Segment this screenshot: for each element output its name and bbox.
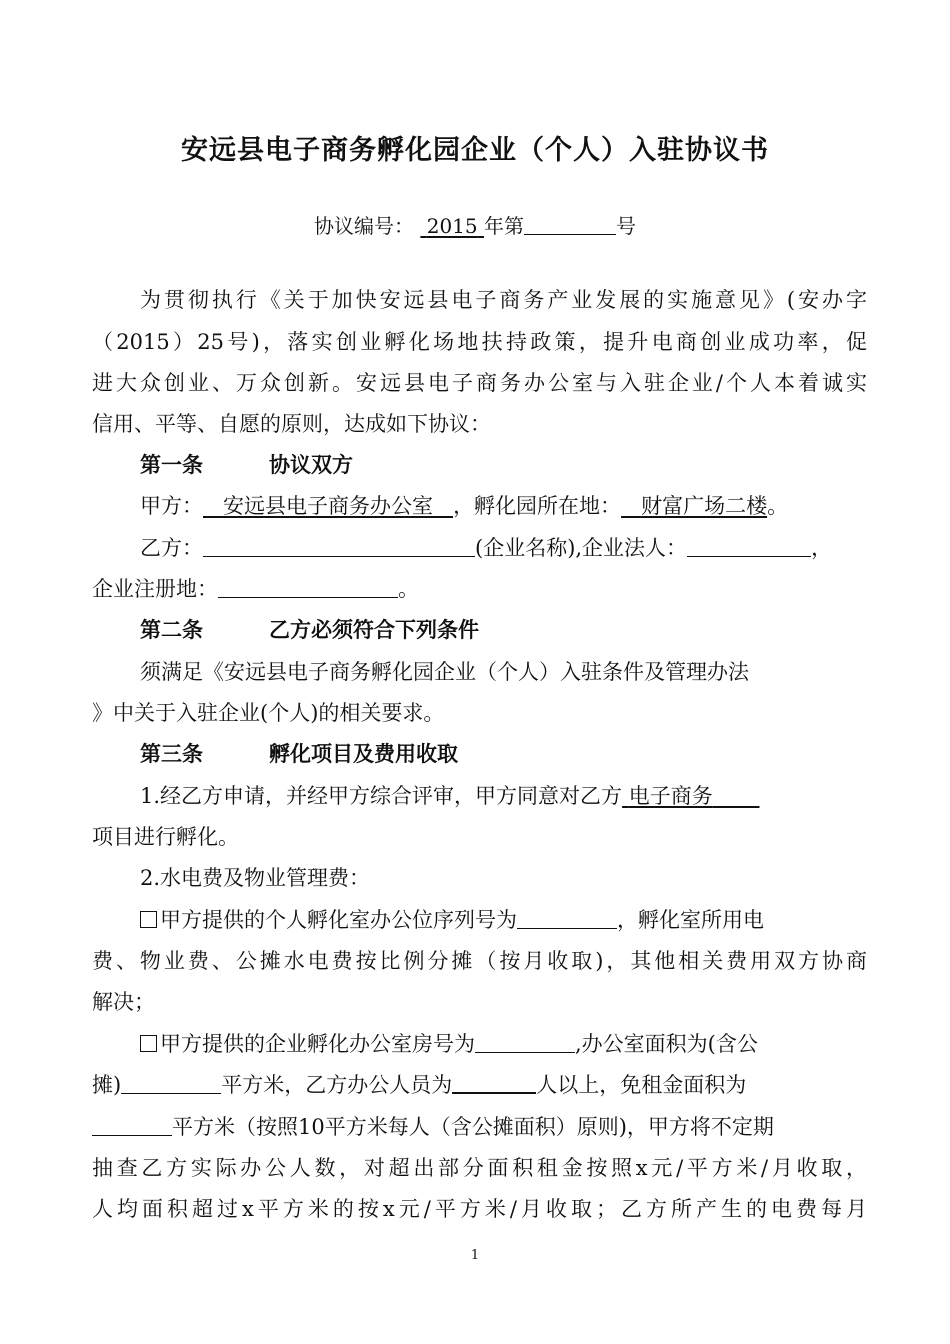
party-b-name-hint: (企业名称),企业法人： [475,536,688,560]
item-1-line [140,784,867,809]
project-value: 电子商务 [628,784,713,808]
registration-line: 企业注册地： 。 [92,577,419,601]
party-b-label: 乙方： [140,536,203,560]
location-label: ，孵化园所在地： [453,494,622,518]
party-a-line: 甲方： 安远县电子商务办公室 ，孵化园所在地： 财富广场二楼。 [140,494,789,518]
option-2-checkbox[interactable] [140,1035,157,1052]
location-value: 财富广场二楼 [641,494,768,518]
party-a-value: 安远县电子商务办公室 [223,494,434,518]
article-2-line-2: 》中关于入驻企业(个人)的相关要求。 [92,701,445,725]
option-1-checkbox[interactable] [140,911,157,928]
option-2-line-2: 摊) 平方米，乙方办公人员为 人以上，免租金面积为 [92,1073,747,1097]
free-area-blank [92,1117,172,1136]
intro-line-4: 信用、平等、自愿的原则，达成如下协议： [92,412,491,436]
page-number: 1 [470,1248,480,1263]
party-a-label: 甲方： [140,494,203,518]
article-3-number: 第三条 [140,742,203,766]
article-3-heading [140,742,867,767]
agreement-serial-blank [524,216,616,235]
article-1-title: 协议双方 [269,453,353,477]
article-3-title: 孵化项目及费用收取 [269,742,458,766]
article-1-heading [140,453,867,478]
party-b-line: 乙方： (企业名称),企业法人： ， [140,536,833,560]
article-1-number: 第一条 [140,453,203,477]
intro-line-3: 进大众创业、万众创新。安远县电子商务办公室与入驻企业/个人本着诚实 [92,371,867,395]
article-2-title: 乙方必须符合下列条件 [269,618,479,642]
option-1-line-2: 费、物业费、公摊水电费按比例分摊（按月收取)，其他相关费用双方协商 [92,949,867,973]
agreement-number-label: 协议编号： [314,214,414,238]
item-1-line-2: 项目进行孵化。 [92,825,239,849]
registration-blank [218,579,398,598]
option-1-line-1: 甲方提供的个人孵化室办公位序列号为 ，孵化室所用电 [140,908,867,933]
area-blank [121,1075,221,1094]
intro-line-2: （2015）25号)，落实创业孵化场地扶持政策，提升电商创业成功率，促 [92,330,867,354]
option-1-line-3: 解决； [92,990,155,1014]
option-2-line-1: 甲方提供的企业孵化办公室房号为 ,办公室面积为(含公 [140,1032,867,1057]
article-2-heading [140,618,867,643]
legal-person-blank [687,538,811,557]
seat-number-blank [517,910,617,929]
staff-count-blank [452,1074,536,1094]
option-2-line-5: 人均面积超过x平方米的按x元/平方米/月收取；乙方所产生的电费每月 [92,1197,867,1221]
item-1-text: 1.经乙方申请，并经甲方综合评审，甲方同意对乙方 [140,784,623,808]
registration-label: 企业注册地： [92,577,218,601]
agreement-number-mid: 年第 [483,214,524,238]
article-2-line-1: 须满足《安远县电子商务孵化园企业（个人）入驻条件及管理办法 [140,660,749,684]
party-b-name-blank [203,538,475,557]
option-2-line-3: 平方米（按照10平方米每人（含公摊面积）原则)，甲方将不定期 [92,1115,867,1140]
agreement-number-end: 号 [615,214,636,238]
article-2-number: 第二条 [140,618,203,642]
agreement-year: 2015 [426,214,478,238]
option-2-line-4: 抽查乙方实际办公人数，对超出部分面积租金按照x元/平方米/月收取， [92,1156,867,1180]
agreement-number [0,210,950,239]
item-2-line: 2.水电费及物业管理费： [140,866,371,890]
document-title: 安远县电子商务孵化园企业（个人）入驻协议书 [181,135,769,166]
room-number-blank [475,1034,575,1053]
intro-line-1: 为贯彻执行《关于加快安远县电子商务产业发展的实施意见》(安办字 [140,288,867,312]
